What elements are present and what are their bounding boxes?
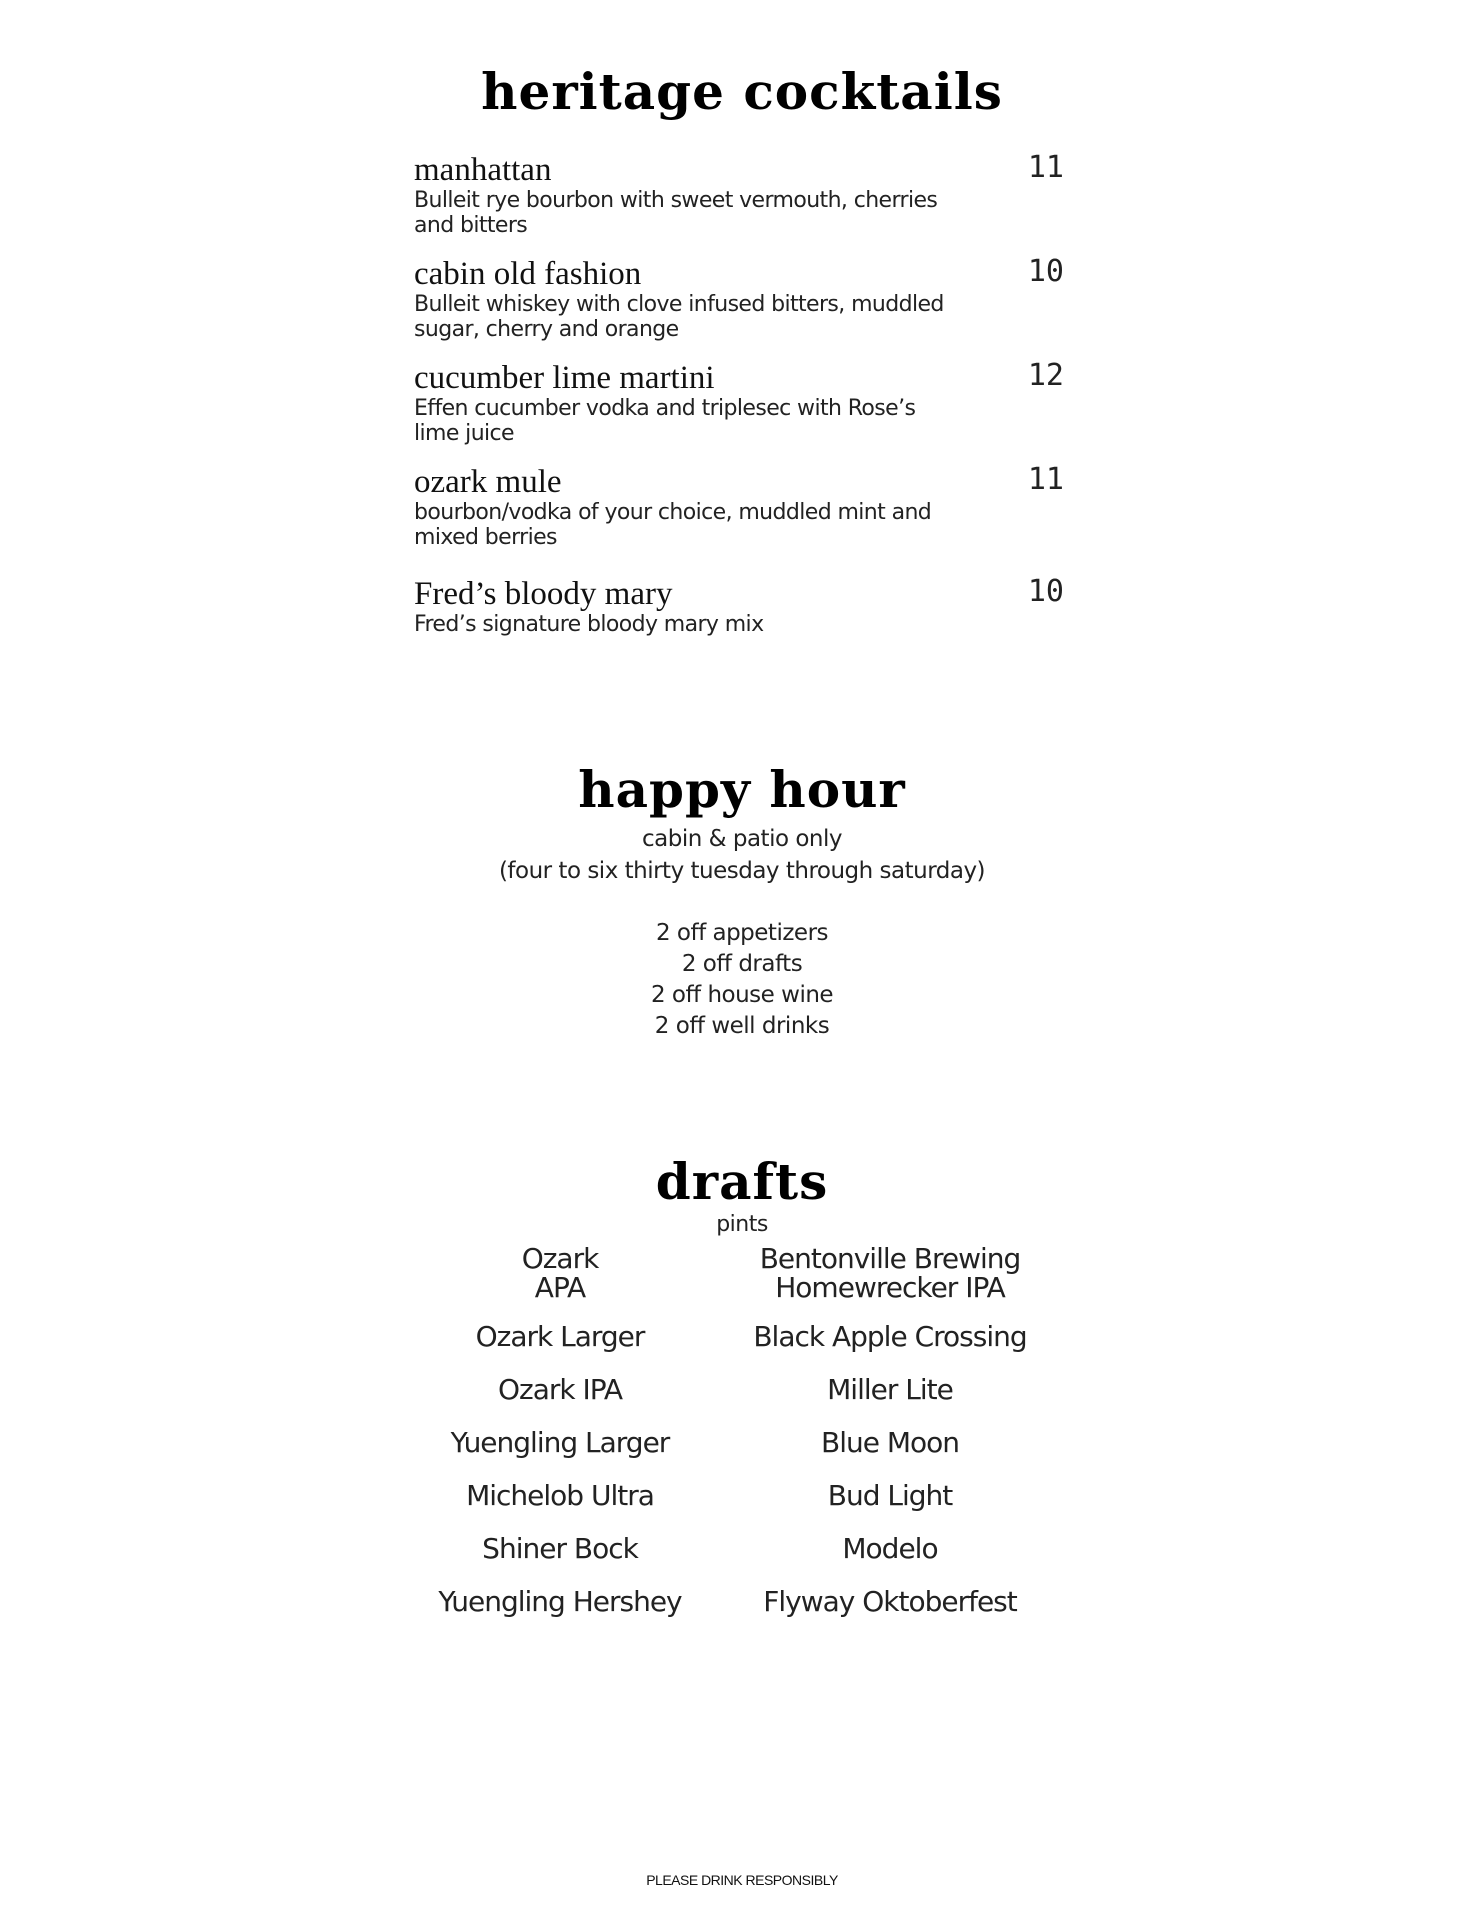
- draft-item: [730, 1428, 1050, 1481]
- cocktail-list: [414, 150, 1074, 678]
- draft-item: [410, 1428, 710, 1481]
- cocktail-item: [414, 150, 1074, 254]
- deal-item: 2 off house wine: [650, 982, 834, 1008]
- cocktail-item: [414, 254, 1074, 358]
- draft-name: Michelob Ultra: [466, 1479, 654, 1512]
- draft-item: [410, 1481, 710, 1534]
- draft-item: [410, 1587, 710, 1640]
- draft-item: [730, 1534, 1050, 1587]
- cocktail-name: cabin old fashion: [414, 256, 642, 292]
- draft-name: Blue Moon: [820, 1426, 960, 1459]
- happy-hour-deals: [0, 918, 1484, 1042]
- cocktail-price: 11: [1027, 462, 1064, 497]
- cocktail-name: cucumber lime martini: [414, 360, 715, 396]
- footer-notice: PLEASE DRINK RESPONSIBLY: [646, 1872, 838, 1888]
- deal-item: 2 off drafts: [681, 951, 803, 977]
- cocktail-price: 11: [1027, 150, 1064, 185]
- cocktail-name: Fred’s bloody mary: [414, 576, 673, 612]
- draft-item: [410, 1375, 710, 1428]
- draft-name: Bentonville Brewing Homewrecker IPA: [759, 1242, 1021, 1304]
- happy-hour-location: cabin & patio only: [642, 826, 842, 852]
- deal-item: 2 off well drinks: [654, 1013, 830, 1039]
- happy-hour-times: (four to six thirty tuesday through saturday): [498, 858, 986, 884]
- cocktail-name: manhattan: [414, 152, 552, 188]
- cocktail-description: Bulleit rye bourbon with sweet vermouth, cherries and bitters: [414, 188, 938, 238]
- draft-name: Ozark APA: [521, 1242, 599, 1304]
- draft-item: [410, 1534, 710, 1587]
- draft-name: Bud Light: [827, 1479, 953, 1512]
- draft-item: [730, 1322, 1050, 1375]
- draft-item: [410, 1244, 710, 1322]
- cocktail-item: [414, 462, 1074, 566]
- draft-item: [730, 1587, 1050, 1640]
- draft-name: Miller Lite: [827, 1373, 953, 1406]
- happy-hour-heading: happy hour: [578, 760, 906, 819]
- draft-name: Black Apple Crossing: [753, 1320, 1027, 1353]
- drafts-heading: drafts: [655, 1152, 829, 1211]
- cocktail-name: ozark mule: [414, 464, 562, 500]
- drafts-left-column: [410, 1244, 710, 1640]
- draft-name: Flyway Oktoberfest: [763, 1585, 1017, 1618]
- draft-name: Ozark Larger: [475, 1320, 645, 1353]
- draft-name: Yuengling Larger: [450, 1426, 670, 1459]
- cocktails-heading: heritage cocktails: [481, 62, 1003, 121]
- cocktail-price: 12: [1027, 358, 1064, 393]
- deal-item: 2 off appetizers: [655, 920, 829, 946]
- draft-name: Yuengling Hershey: [438, 1585, 682, 1618]
- cocktail-description: Fred’s signature bloody mary mix: [414, 612, 764, 637]
- draft-item: [410, 1322, 710, 1375]
- cocktail-price: 10: [1027, 574, 1064, 609]
- draft-item: [730, 1375, 1050, 1428]
- cocktail-item: [414, 574, 1074, 678]
- draft-name: Shiner Bock: [482, 1532, 638, 1565]
- draft-item: [730, 1481, 1050, 1534]
- cocktail-description: Bulleit whiskey with clove infused bitters, muddled sugar, cherry and orange: [414, 292, 944, 342]
- cocktail-description: bourbon/vodka of your choice, muddled mint and mixed berries: [414, 500, 932, 550]
- cocktail-item: [414, 358, 1074, 462]
- draft-name: Modelo: [842, 1532, 938, 1565]
- cocktail-description: Effen cucumber vodka and triplesec with Rose’s lime juice: [414, 396, 916, 446]
- draft-item: [730, 1244, 1050, 1322]
- cocktail-price: 10: [1027, 254, 1064, 289]
- drafts-subtitle: pints: [716, 1212, 768, 1237]
- draft-name: Ozark IPA: [497, 1373, 623, 1406]
- drafts-right-column: [730, 1244, 1050, 1640]
